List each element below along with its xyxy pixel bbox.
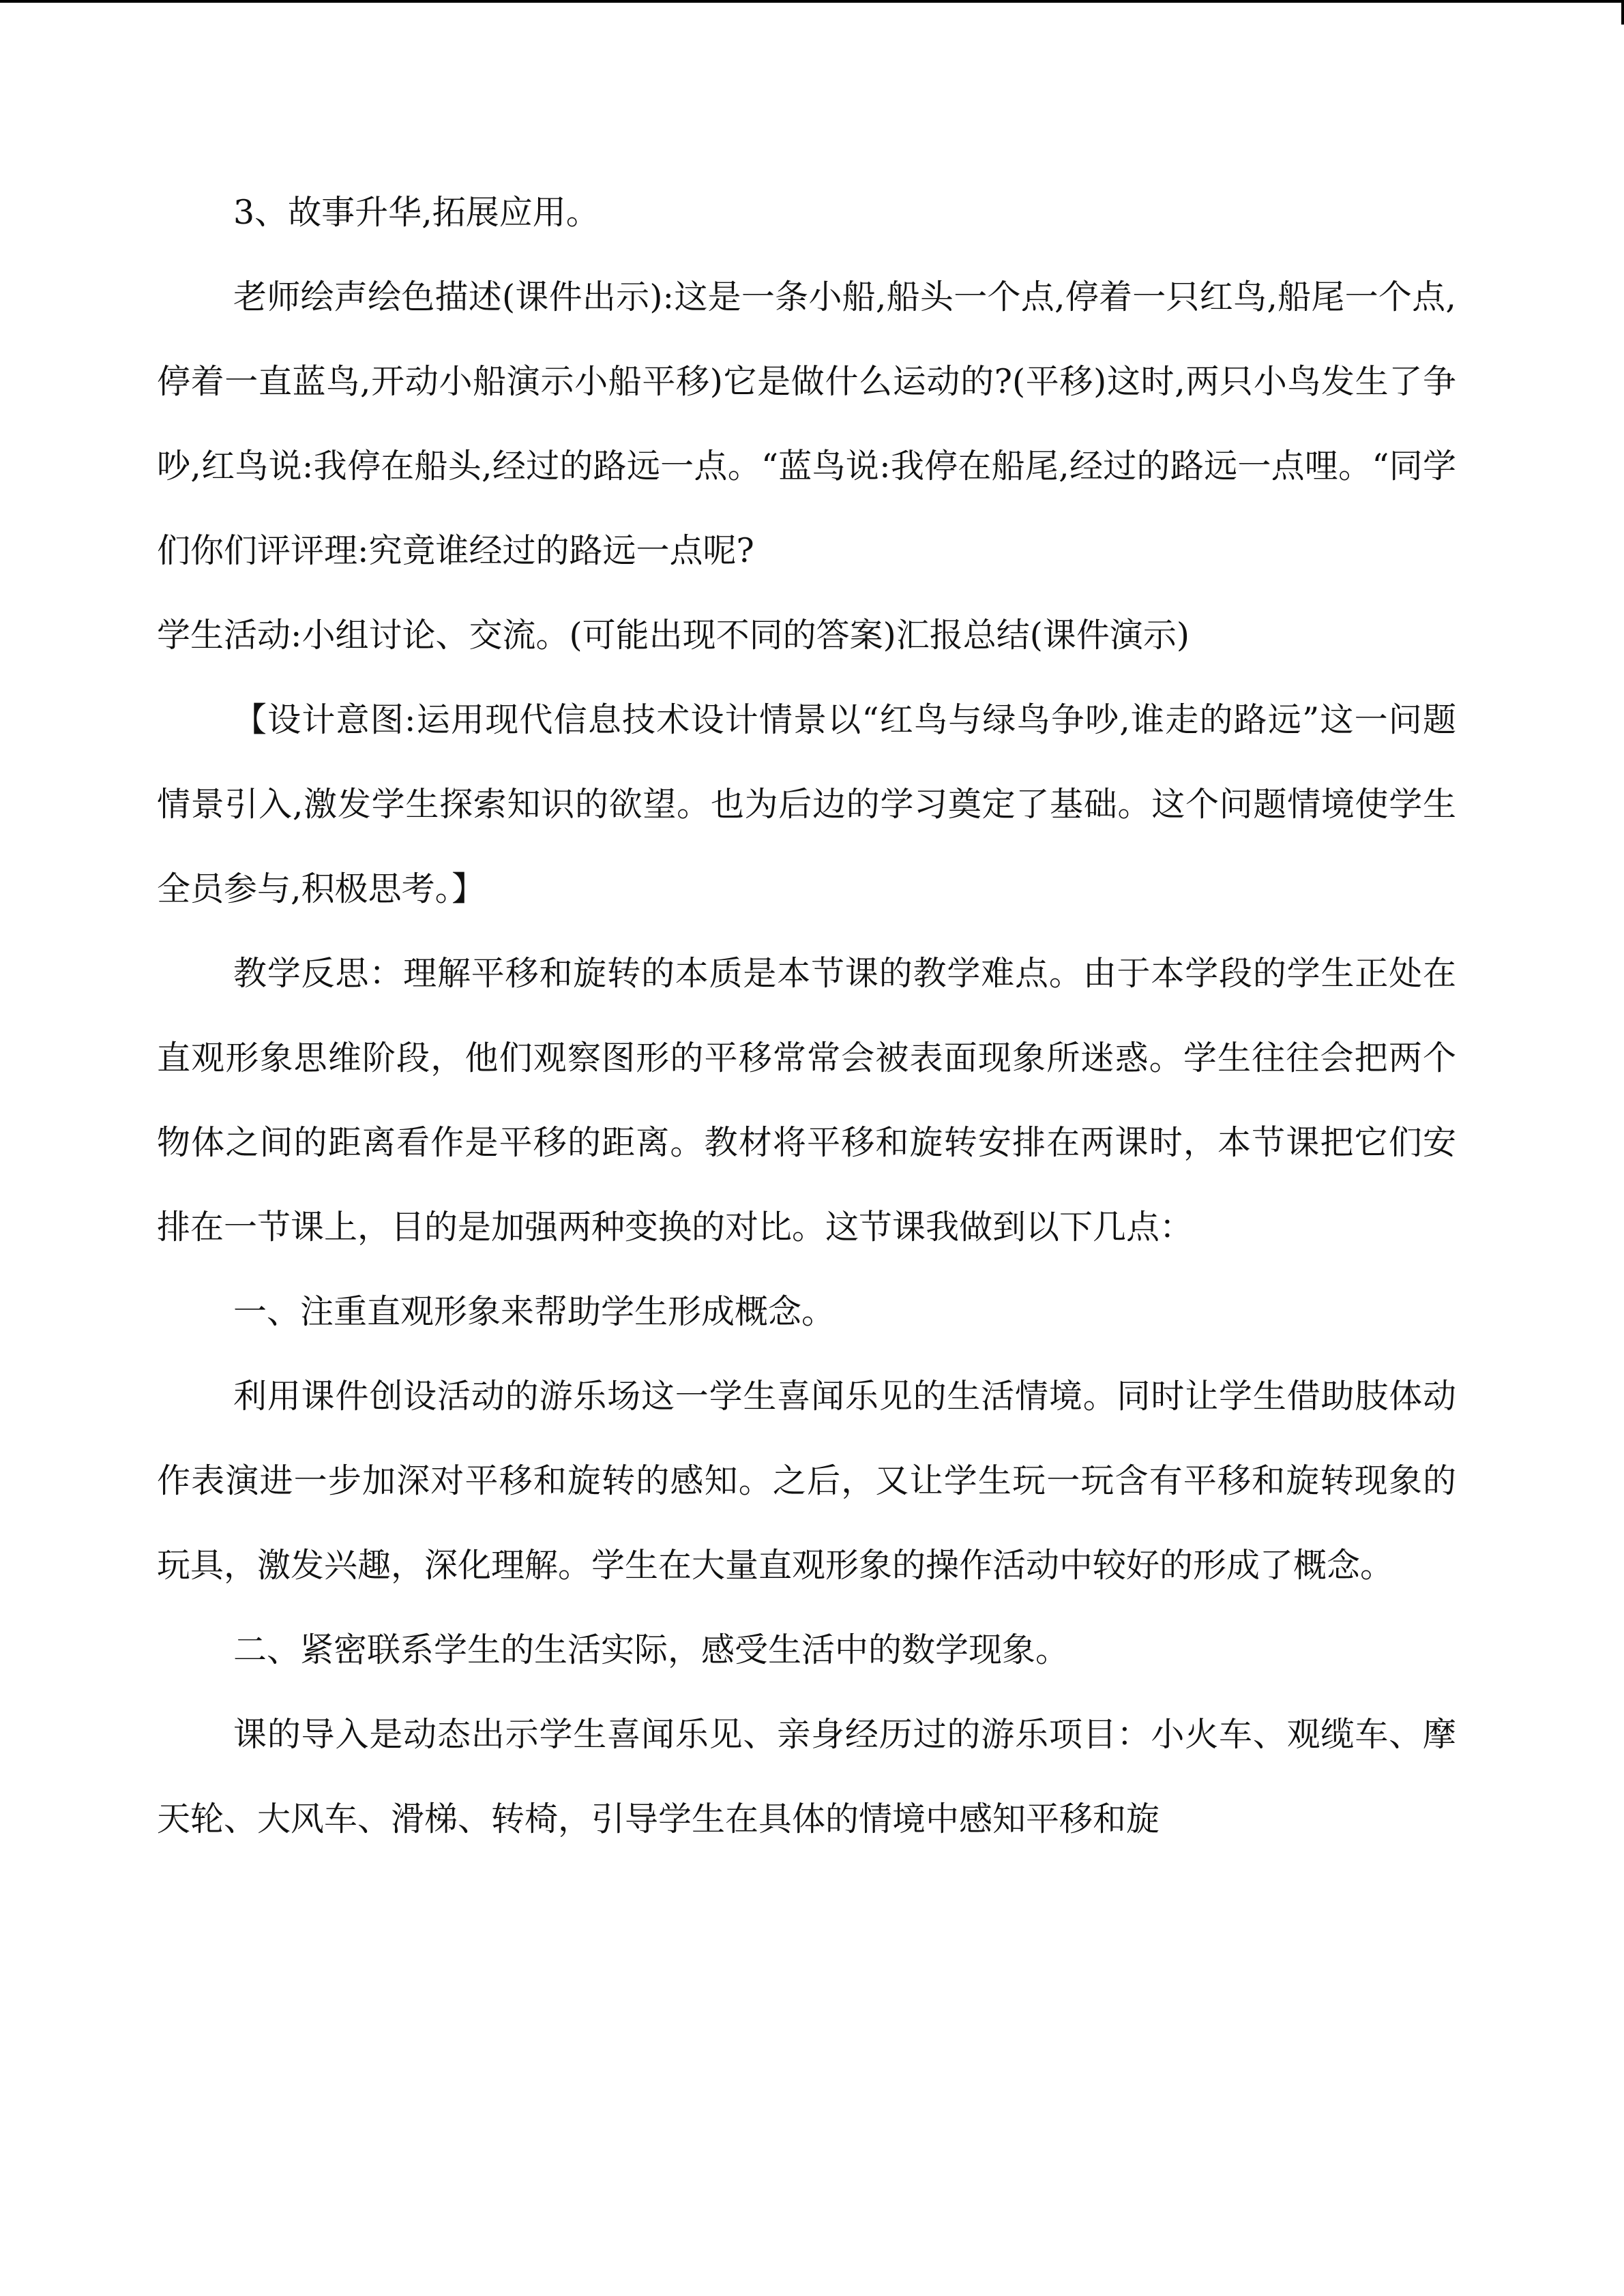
paragraph-student-activity: 学生活动:小组讨论、交流。(可能出现不同的答案)汇报总结(课件演示) [157, 616, 1190, 655]
paragraph-point-two-body: 课的导入是动态出示学生喜闻乐见、亲身经历过的游乐项目：小火车、观缆车、摩天轮、大风车、滑梯、转椅，引导学生在具体的情境中感知平移和旋 [157, 1715, 1456, 1838]
paragraph-point-two-heading: 二、紧密联系学生的生活实际，感受生活中的数学现象。 [233, 1630, 1069, 1669]
paragraph-section-3-heading: 3、故事升华,拓展应用。 [233, 193, 600, 232]
paragraph-point-one-heading: 一、注重直观形象来帮助学生形成概念。 [233, 1292, 836, 1331]
page-top-border [0, 0, 1624, 3]
paragraph-teaching-reflection: 教学反思：理解平移和旋转的本质是本节课的教学难点。由于本学段的学生正处在直观形象思维阶段，他们观察图形的平移常常会被表面现象所迷惑。学生往往会把两个物体之间的距离看作是平移的距离。教材将平移和旋转安排在两课时，本节课把它们安排在一节课上，目的是加强两种变换的对比。这节课我做到以下几点： [157, 954, 1456, 1247]
paragraph-boat-story: 老师绘声绘色描述(课件出示):这是一条小船,船头一个点,停着一只红鸟,船尾一个点,停着一直蓝鸟,开动小船演示小船平移)它是做什么运动的?(平移)这时,两只小鸟发生了争吵,红鸟说:我停在船头,经过的路远一点。“蓝鸟说:我停在船尾,经过的路远一点哩。“同学们你们评评理:究竟谁经过的路远一点呢? [157, 278, 1456, 570]
paragraph-point-one-body: 利用课件创设活动的游乐场这一学生喜闻乐见的生活情境。同时让学生借助肢体动作表演进一步加深对平移和旋转的感知。之后，又让学生玩一玩含有平移和旋转现象的玩具，激发兴趣，深化理解。学生在大量直观形象的操作活动中较好的形成了概念。 [157, 1377, 1456, 1585]
paragraph-design-intent: 【设计意图:运用现代信息技术设计情景以“红鸟与绿鸟争吵,谁走的路远”这一问题情景引入,激发学生探索知识的欲望。也为后边的学习奠定了基础。这个问题情境使学生全员参与,积极思考。】 [157, 700, 1456, 908]
page-corner-mark [1621, 0, 1624, 25]
document-body [157, 170, 1456, 1862]
